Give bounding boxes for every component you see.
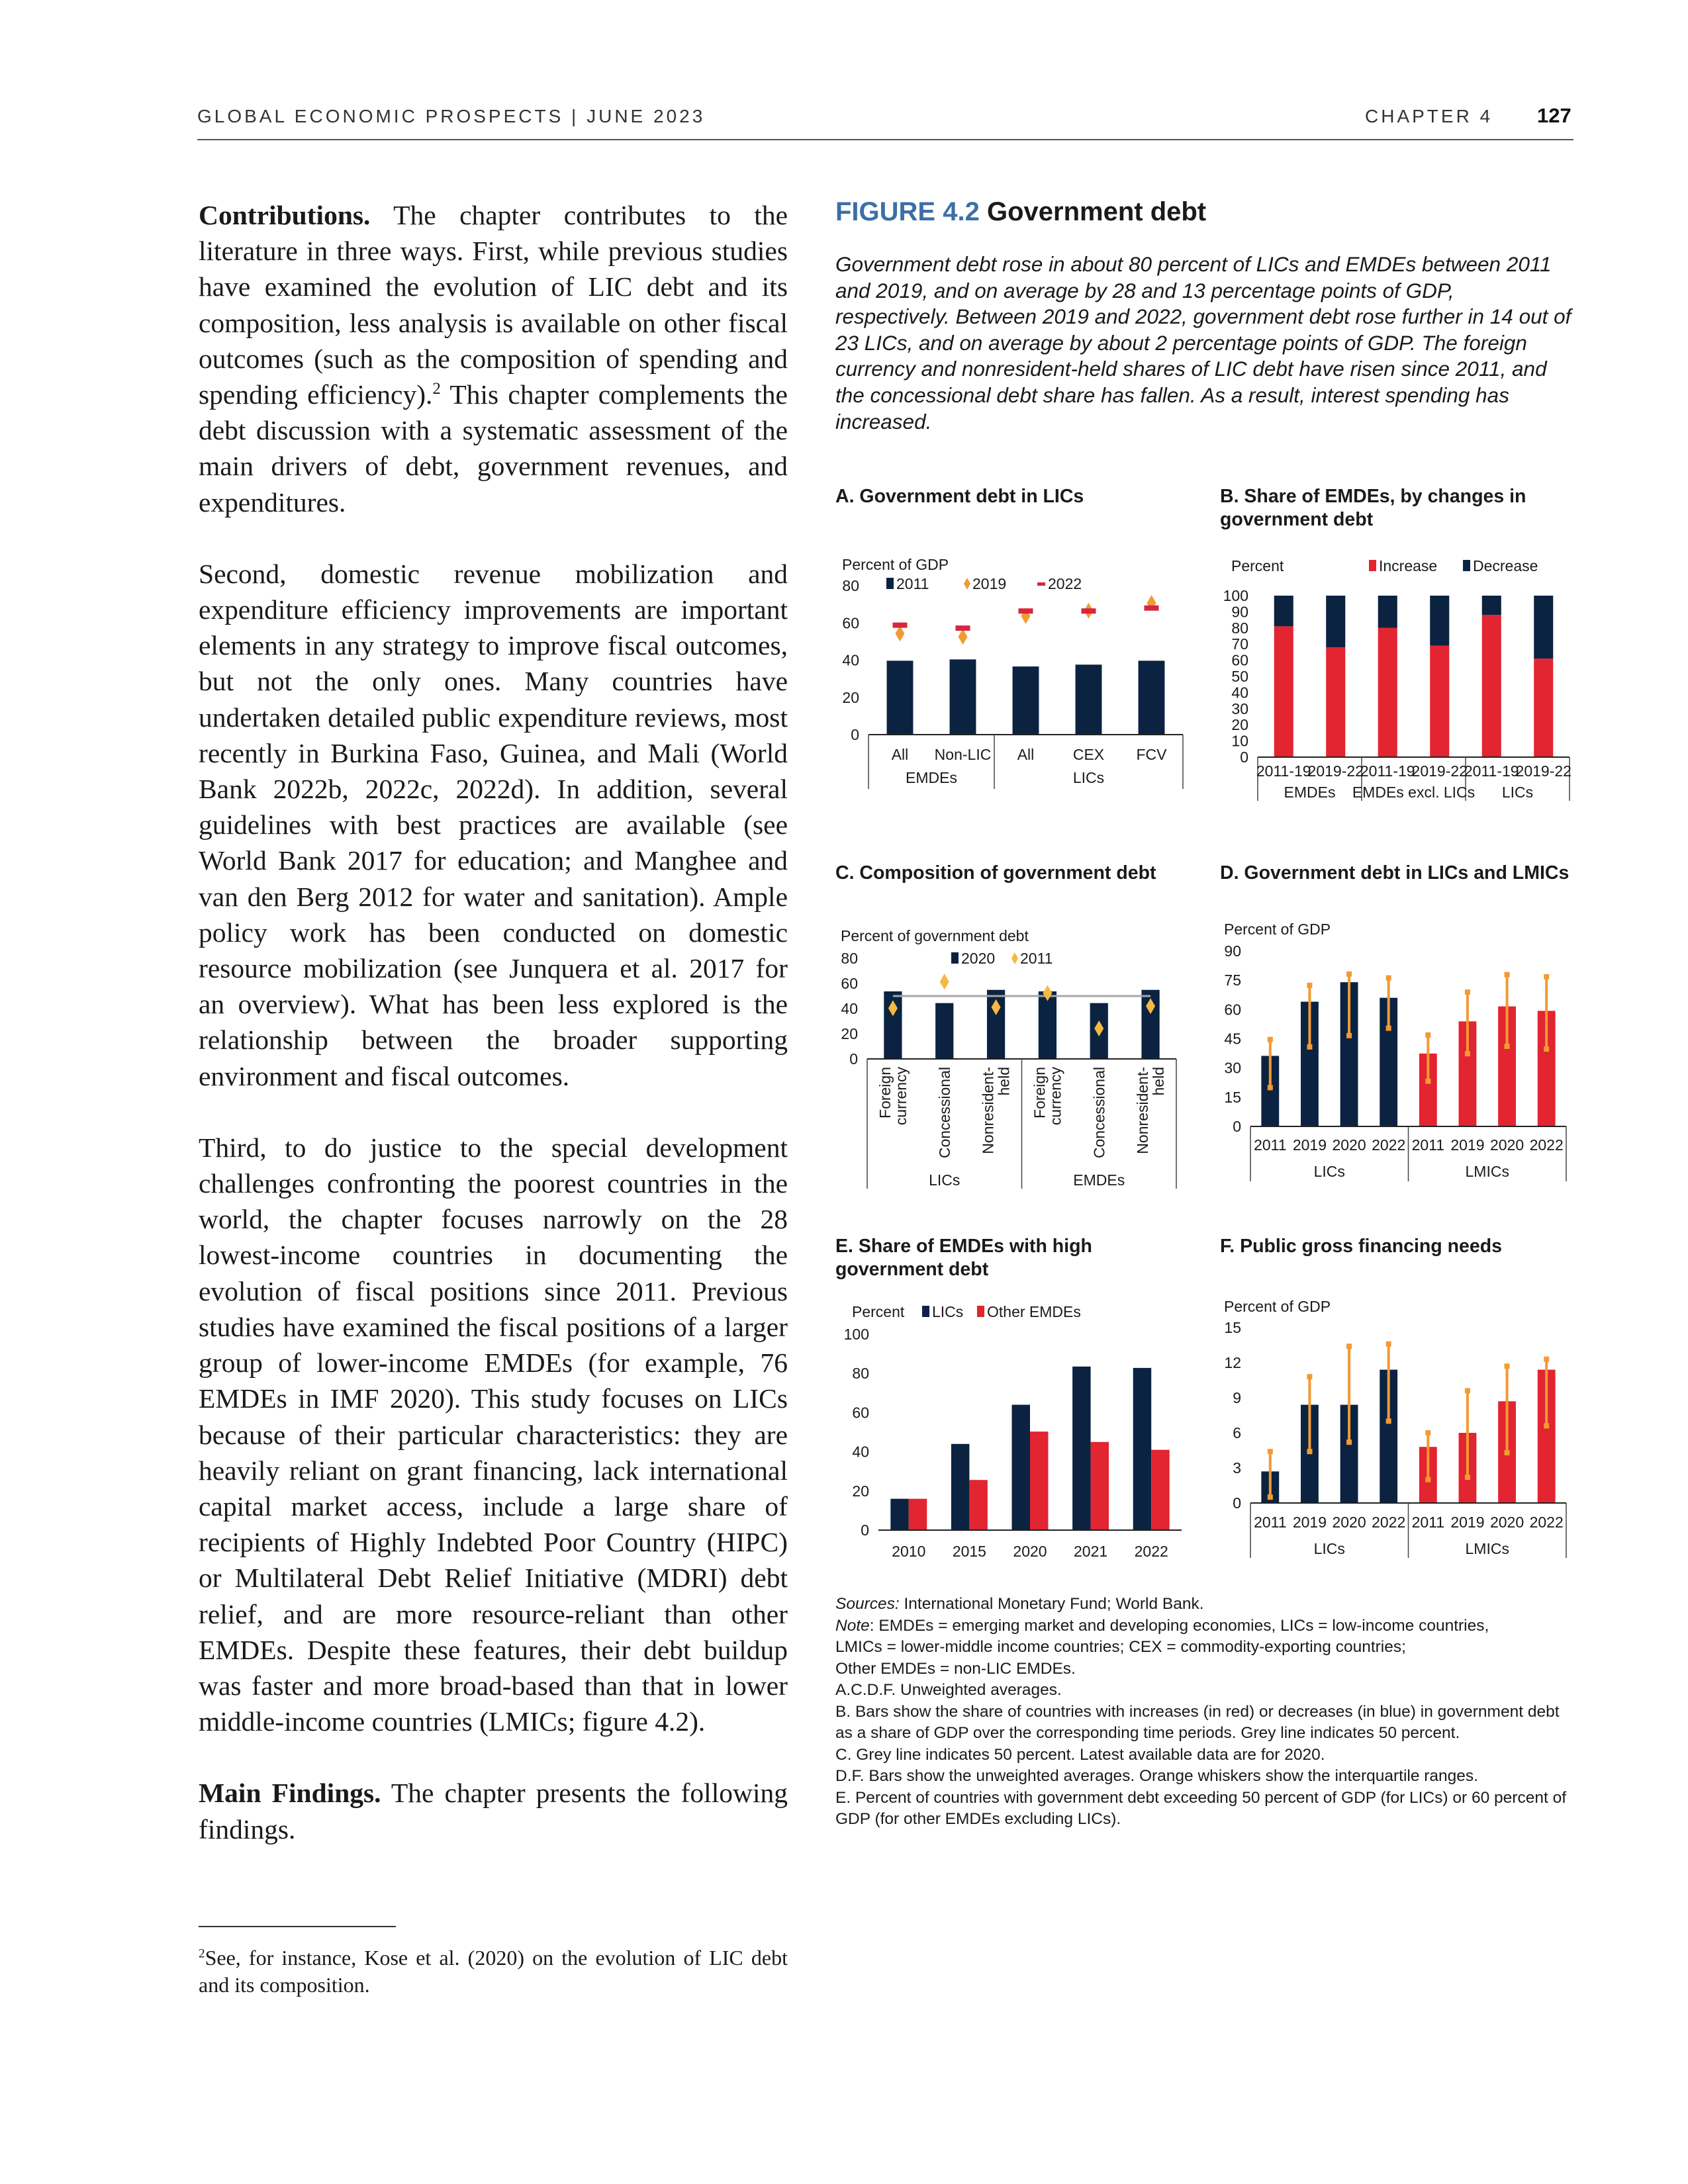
chart-debt-lics-lmics — [1220, 913, 1577, 1195]
category-label-line: Foreign — [1031, 1067, 1049, 1118]
y-tick-label: 40 — [852, 1443, 869, 1461]
y-axis-unit-label: Percent — [852, 1303, 905, 1320]
y-tick-label: 0 — [849, 1050, 858, 1068]
marker-dash-2022 — [956, 625, 970, 631]
whisker-cap-high — [1425, 1032, 1430, 1038]
category-label: All — [1017, 746, 1035, 763]
bar-increase — [1430, 646, 1449, 757]
bar-2020 — [935, 1003, 953, 1059]
category-label: All — [891, 746, 909, 763]
whisker-cap-low — [1465, 1475, 1470, 1480]
category-group-label: LMICs — [1465, 1540, 1509, 1557]
figure-notes — [835, 1594, 1570, 1831]
sources-text: International Monetary Fund; World Bank. — [899, 1595, 1204, 1613]
footnote-text: See, for instance, Kose et al. (2020) on the evolution of LIC debt and its composition. — [199, 1946, 788, 1997]
whisker-cap-low — [1346, 1439, 1352, 1445]
category-label: 2011-19 — [1256, 762, 1311, 780]
bar-2011 — [1013, 666, 1039, 735]
legend-label: 2020 — [961, 950, 996, 967]
category-label-line: currency — [892, 1067, 910, 1126]
legend-swatch — [1011, 952, 1018, 964]
panel-title: B. Share of EMDEs, by changes in government debt — [1220, 486, 1526, 530]
bar-other-emdes — [1091, 1442, 1109, 1530]
whisker-cap-low — [1346, 1033, 1352, 1038]
figure-title-text: Government debt — [986, 197, 1207, 226]
y-tick-label: 15 — [1224, 1319, 1241, 1336]
category-label-line: Concessional — [935, 1067, 953, 1159]
panel-e — [835, 1235, 1206, 1560]
bar-2011 — [1139, 660, 1165, 735]
legend-label: Other EMDEs — [987, 1303, 1081, 1320]
category-label: 2020 — [1489, 1514, 1524, 1531]
legend-swatch — [922, 1306, 929, 1317]
paragraph-text: The chapter presents the following findings. — [199, 1778, 788, 1844]
bar-decrease — [1378, 596, 1397, 628]
bar-lics — [1133, 1368, 1151, 1530]
legend-swatch — [951, 952, 959, 964]
y-axis-unit-label: Percent of GDP — [1224, 1298, 1331, 1315]
y-tick-label: 80 — [1231, 619, 1248, 637]
category-label-line: held — [995, 1067, 1013, 1096]
category-group-label: EMDEs — [1284, 784, 1336, 801]
chart-share-emdes-debt-changes — [1220, 551, 1577, 809]
footnote-mark: 2 — [199, 1946, 205, 1961]
category-label: 2019 — [1450, 1136, 1485, 1154]
y-tick-label: 20 — [852, 1482, 869, 1500]
sources-label: Sources: — [835, 1595, 900, 1613]
whisker-cap-high — [1505, 972, 1510, 978]
note-b: B. Bars show the share of countries with increases (in red) or decreases (in blue) in government debt as a share of GDP over the corresponding time periods. Grey line indicates 50 percent. — [835, 1702, 1560, 1742]
whisker-cap-high — [1346, 972, 1352, 977]
y-tick-label: 80 — [842, 577, 859, 594]
legend-swatch — [1463, 560, 1470, 571]
legend-label: LICs — [932, 1303, 964, 1320]
bar-other-emdes — [1151, 1450, 1169, 1530]
category-label: 2019-22 — [1411, 762, 1468, 780]
figure-caption: Government debt rose in about 80 percent of LICs and EMDEs between 2011 and 2019, and on average by 28 and 13 percentage points of GDP, respectively. Between 2019 and 2022, government debt rose further in 14 out of 23 LICs, and on average by about 2 percentage points of GDP. The foreign currency and nonresident-held shares of LIC debt have risen since 2011, and the concessional debt share has fallen. As a result, interest spending has increased. — [835, 252, 1571, 433]
marker-dash-2022 — [1145, 606, 1159, 611]
category-label: 2020 — [1013, 1543, 1047, 1560]
category-label: 2011 — [1411, 1514, 1445, 1531]
category-label: CEX — [1072, 746, 1105, 763]
category-label: Non-LIC — [934, 746, 992, 763]
note-e: E. Percent of countries with government debt exceeding 50 percent of GDP (for LICs) or 60 percent of GDP (for other EMDEs excluding LICs). — [835, 1788, 1566, 1828]
y-tick-label: 80 — [852, 1365, 869, 1383]
whisker-cap-low — [1268, 1085, 1273, 1090]
category-label: 2019 — [1292, 1136, 1327, 1154]
whisker-cap-low — [1505, 1450, 1510, 1455]
y-tick-label: 60 — [841, 975, 858, 992]
legend-swatch — [1037, 582, 1045, 586]
chart-government-debt-lics — [835, 551, 1193, 803]
legend-label: Increase — [1379, 557, 1438, 574]
whisker-cap-low — [1544, 1046, 1549, 1052]
legend-label: Decrease — [1473, 557, 1538, 574]
bar-decrease — [1326, 596, 1345, 647]
category-label: 2020 — [1332, 1136, 1366, 1154]
legend-swatch — [1369, 560, 1376, 571]
y-tick-label: 0 — [1233, 1118, 1241, 1135]
y-tick-label: 20 — [1231, 716, 1248, 734]
bar-decrease — [1274, 596, 1293, 626]
paragraph-text: This chapter complements the debt discussion with a systematic assessment of the main drivers of debt, government revenues, and expenditures. — [199, 379, 788, 518]
category-group-label: LICs — [1501, 784, 1534, 801]
whisker-cap-high — [1346, 1343, 1352, 1349]
whisker-cap-high — [1544, 974, 1549, 979]
note-line — [835, 1615, 1570, 1637]
chart-gross-financing-needs — [1220, 1291, 1577, 1569]
note-line: LMICs = lower-middle income countries; CEX = commodity-exporting countries; — [835, 1638, 1406, 1656]
y-tick-label: 60 — [1231, 651, 1248, 669]
paragraph-contributions — [199, 197, 788, 520]
note-df: D.F. Bars show the unweighted averages. Orange whiskers show the interquartile ranges. — [835, 1767, 1478, 1785]
note-acdf: A.C.D.F. Unweighted averages. — [835, 1681, 1062, 1699]
legend-swatch — [886, 578, 894, 589]
category-label: 2022 — [1529, 1136, 1564, 1154]
bar-lics — [890, 1499, 908, 1530]
marker-diamond-2011 — [940, 974, 949, 989]
category-group-label: LICs — [1313, 1163, 1345, 1180]
y-tick-label: 0 — [861, 1522, 869, 1539]
bar-decrease — [1534, 596, 1553, 659]
y-tick-label: 60 — [852, 1404, 869, 1422]
bar-decrease — [1430, 596, 1449, 646]
whisker-cap-high — [1505, 1363, 1510, 1369]
y-tick-label: 12 — [1224, 1354, 1241, 1371]
category-label-line: currency — [1047, 1067, 1064, 1126]
category-label: 2011-19 — [1360, 762, 1415, 780]
whisker-cap-high — [1544, 1357, 1549, 1362]
note-c: C. Grey line indicates 50 percent. Latest available data are for 2020. — [835, 1745, 1325, 1764]
figure-title — [835, 197, 1206, 227]
chart-share-high-debt — [835, 1291, 1193, 1569]
y-tick-label: 3 — [1233, 1459, 1241, 1477]
category-label-line: Foreign — [876, 1067, 894, 1118]
category-label: 2011 — [1254, 1136, 1287, 1154]
whisker-cap-low — [1425, 1079, 1430, 1084]
paragraph-third: Third, to do justice to the special development challenges confronting the poorest countries in the world, the chapter focuses narrowly on the 28 lowest-income countries in documenting the evolution of fiscal positions since 2011. Previous studies have examined the fiscal positions of a larger group of lower-income EMDEs (for example, 76 EMDEs in IMF 2020). This study focuses on LICs because of their particular characteristics: they are heavily reliant on grant financing, lack international capital market access, include a large share of recipients of Highly Indebted Poor Country (HIPC) or Multilateral Debt Relief Initiative (MDRI) debt relief, and are more resource-reliant than other EMDEs. Despite these features, their debt buildup was faster and more broad-based than that in lower middle-income countries (LMICs; figure 4.2). — [199, 1132, 788, 1737]
panel-title: A. Government debt in LICs — [835, 486, 1084, 507]
y-tick-label: 90 — [1231, 603, 1248, 621]
category-label: 2010 — [892, 1543, 926, 1560]
y-tick-label: 0 — [1240, 749, 1248, 766]
category-label: 2019 — [1450, 1514, 1485, 1531]
footnote — [199, 1944, 788, 1999]
category-label — [1031, 1067, 1064, 1126]
marker-diamond-2019 — [896, 625, 905, 641]
bar-other-emdes — [1030, 1432, 1048, 1530]
bar-increase — [1482, 615, 1501, 757]
y-axis-unit-label: Percent of GDP — [842, 556, 949, 573]
paragraph-second: Second, domestic revenue mobilization and expenditure efficiency improvements are important elements in any strategy to improve fiscal outcomes, but not the only ones. Many countries have undertaken detailed public expenditure reviews, most recently in Burkina Faso, Guinea, and Mali (World Bank 2022b, 2022c, 2022d). In addition, several guidelines with best practices are available (see World Bank 2017 for education; and Manghee and van den Berg 2012 for water and sanitation). Ample policy work has been conducted on domestic resource mobilization (see Junquera et al. 2017 for an overview). What has been less explored is the relationship between the broader supporting environment and fiscal outcomes. — [199, 558, 788, 1091]
legend-swatch — [977, 1306, 984, 1317]
panel-b — [1220, 485, 1591, 801]
whisker-cap-low — [1544, 1423, 1549, 1428]
category-group-label: LICs — [1072, 769, 1105, 786]
y-tick-label: 45 — [1224, 1030, 1241, 1048]
category-label: 2011-19 — [1464, 762, 1519, 780]
whisker-cap-low — [1307, 1044, 1312, 1050]
chart-composition-debt — [835, 913, 1193, 1195]
panel-a — [835, 485, 1206, 786]
panel-f — [1220, 1235, 1591, 1557]
whisker-cap-low — [1307, 1449, 1312, 1454]
bar-2020 — [1039, 991, 1056, 1059]
marker-dash-2022 — [893, 623, 908, 628]
y-axis-unit-label: Percent of GDP — [1224, 921, 1331, 938]
bar-increase — [1274, 626, 1293, 757]
page-number: 127 — [1537, 104, 1571, 127]
y-tick-label: 10 — [1231, 732, 1248, 750]
footnote-reference[interactable]: 2 — [432, 380, 441, 398]
body-text-column — [199, 197, 788, 1883]
panel-title: E. Share of EMDEs with high government debt — [835, 1236, 1092, 1280]
category-label: 2019-22 — [1307, 762, 1364, 780]
y-tick-label: 15 — [1224, 1088, 1241, 1106]
category-group-label: EMDEs — [1073, 1171, 1125, 1189]
whisker-cap-high — [1425, 1430, 1430, 1435]
bar-increase — [1534, 659, 1553, 757]
y-tick-label: 100 — [843, 1326, 869, 1343]
y-tick-label: 100 — [1223, 587, 1248, 604]
category-label — [980, 1067, 1013, 1154]
bar-increase — [1326, 647, 1345, 757]
panel-title: C. Composition of government debt — [835, 862, 1156, 884]
whisker-cap-high — [1386, 1342, 1391, 1347]
y-tick-label: 60 — [1224, 1001, 1241, 1019]
bar-2011 — [950, 659, 976, 735]
y-tick-label: 75 — [1224, 972, 1241, 989]
category-label-line: Nonresident- — [1134, 1067, 1152, 1154]
y-tick-label: 30 — [1231, 700, 1248, 717]
category-label-line: Concessional — [1090, 1067, 1108, 1159]
whisker-cap-high — [1465, 1388, 1470, 1393]
marker-dash-2022 — [1082, 608, 1096, 614]
y-tick-label: 50 — [1231, 668, 1248, 685]
footnote-rule — [199, 1926, 396, 1927]
note-line: Other EMDEs = non-LIC EMDEs. — [835, 1659, 1076, 1678]
legend-label: 2022 — [1048, 575, 1082, 592]
running-header-publication: GLOBAL ECONOMIC PROSPECTS | JUNE 2023 — [197, 106, 706, 126]
category-label: 2022 — [1372, 1514, 1406, 1531]
note-text: : EMDEs = emerging market and developing economies, LICs = low-income countries, — [869, 1616, 1489, 1635]
y-tick-label: 80 — [841, 950, 858, 967]
bar-decrease — [1482, 596, 1501, 615]
bar-lics — [1072, 1367, 1090, 1530]
panel-title: F. Public gross financing needs — [1220, 1236, 1502, 1257]
panel-c — [835, 862, 1206, 1189]
bar-2011 — [1076, 664, 1102, 735]
category-label: 2011 — [1254, 1514, 1287, 1531]
whisker-cap-low — [1465, 1051, 1470, 1056]
legend-label: 2011 — [1020, 950, 1053, 967]
panel-title: D. Government debt in LICs and LMICs — [1220, 862, 1570, 884]
y-tick-label: 6 — [1233, 1424, 1241, 1441]
legend-label: 2011 — [896, 575, 929, 592]
legend-label: 2019 — [972, 575, 1007, 592]
category-label: FCV — [1136, 746, 1167, 763]
paragraph-lead: Contributions. — [199, 200, 371, 230]
paragraph-main-findings — [199, 1775, 788, 1846]
paragraph-text: The chapter contributes to the literature in three ways. First, while previous studies have examined the evolution of LIC debt and its composition, less analysis is available on other fiscal outcomes (such as the composition of spending and spending efficiency). — [199, 200, 788, 410]
category-group-label: LMICs — [1465, 1163, 1509, 1180]
figure-number: FIGURE 4.2 — [835, 197, 980, 226]
paragraph-lead: Main Findings. — [199, 1778, 381, 1809]
y-tick-label: 30 — [1224, 1059, 1241, 1077]
y-tick-label: 9 — [1233, 1389, 1241, 1406]
category-label — [876, 1067, 910, 1126]
bar-lics — [1012, 1405, 1030, 1530]
y-tick-label: 0 — [1233, 1494, 1241, 1512]
whisker-cap-high — [1386, 976, 1391, 981]
y-tick-label: 90 — [1224, 942, 1241, 960]
category-label: 2022 — [1529, 1514, 1564, 1531]
category-label: 2020 — [1489, 1136, 1524, 1154]
category-label: 2019 — [1292, 1514, 1327, 1531]
bar-2011 — [887, 660, 914, 735]
category-label: 2015 — [952, 1543, 986, 1560]
whisker-cap-high — [1307, 1374, 1312, 1379]
category-group-label: LICs — [929, 1171, 961, 1189]
whisker-cap-high — [1465, 989, 1470, 995]
header-rule — [197, 139, 1573, 140]
category-label — [1090, 1067, 1107, 1158]
whisker-cap-high — [1307, 983, 1312, 988]
category-label: 2019-22 — [1515, 762, 1571, 780]
category-label: 2021 — [1074, 1543, 1108, 1560]
whisker-cap-high — [1268, 1449, 1273, 1454]
category-label: 2011 — [1411, 1136, 1445, 1154]
y-tick-label: 0 — [851, 726, 859, 743]
y-tick-label: 20 — [841, 1025, 858, 1042]
whisker-cap-low — [1268, 1494, 1273, 1500]
running-header-chapter: CHAPTER 4 — [1365, 106, 1493, 126]
y-axis-unit-label: Percent — [1231, 557, 1284, 574]
bar-other-emdes — [909, 1499, 927, 1530]
bar-other-emdes — [969, 1480, 987, 1530]
category-group-label: EMDEs — [906, 769, 957, 786]
whisker-cap-low — [1425, 1477, 1430, 1482]
y-tick-label: 70 — [1231, 635, 1248, 653]
sources-note — [835, 1594, 1570, 1615]
y-tick-label: 40 — [841, 1000, 858, 1017]
panel-d — [1220, 862, 1591, 1180]
y-tick-label: 20 — [842, 688, 859, 706]
bar-lics — [951, 1444, 969, 1530]
y-tick-label: 40 — [1231, 684, 1248, 702]
category-label: 2020 — [1332, 1514, 1366, 1531]
category-group-label: EMDEs excl. LICs — [1352, 784, 1476, 801]
legend-swatch — [964, 578, 970, 590]
whisker-cap-high — [1268, 1037, 1273, 1042]
whisker-cap-low — [1386, 1418, 1391, 1424]
y-axis-unit-label: Percent of government debt — [841, 927, 1029, 944]
category-label-line: Nonresident- — [979, 1067, 997, 1154]
bar-increase — [1378, 628, 1397, 757]
category-label — [1134, 1067, 1167, 1154]
note-label: Note — [835, 1616, 870, 1635]
y-tick-label: 40 — [842, 651, 859, 669]
marker-diamond-2019 — [959, 629, 968, 645]
category-label-line: held — [1150, 1067, 1168, 1096]
category-label: 2022 — [1134, 1543, 1168, 1560]
category-label: 2022 — [1372, 1136, 1406, 1154]
category-label — [936, 1067, 953, 1158]
y-tick-label: 60 — [842, 614, 859, 632]
marker-dash-2022 — [1019, 608, 1033, 614]
category-group-label: LICs — [1313, 1540, 1345, 1557]
whisker-cap-low — [1505, 1044, 1510, 1049]
whisker-cap-low — [1386, 1026, 1391, 1031]
